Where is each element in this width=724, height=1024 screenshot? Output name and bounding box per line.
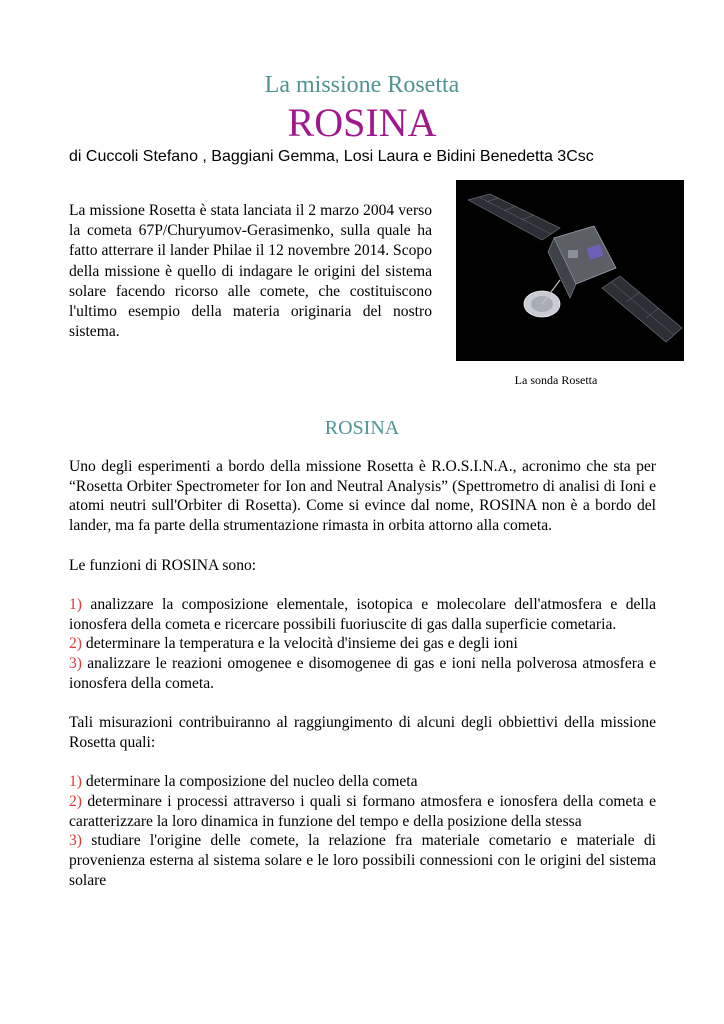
section-body	[69, 457, 656, 890]
rosina-description: Uno degli esperimenti a bordo della missione Rosetta è R.O.S.I.N.A., acronimo che sta per “Rosetta Orbiter Spectrometer for Ion and Neutral Analysis” (Spettrometro di analisi di Ioni e atomi neutri sull'Orbiter di Rosetta). Come si evince dal nome, ROSINA non è a bordo del lander, ma fa parte della strumentazione rimasta in orbita attorno alla cometa.	[69, 458, 656, 535]
image-caption: La sonda Rosetta	[514, 373, 598, 387]
list-text: studiare l'origine delle comete, la relazione fra materiale cometario e materiale di provenienza esterna al sistema solare e le loro possibili connessioni con le origini del sistema solare	[69, 832, 656, 889]
list-number: 3)	[69, 655, 82, 672]
list-item	[69, 634, 656, 654]
list-text: determinare la composizione del nucleo della cometa	[82, 773, 418, 791]
list-number: 2)	[69, 792, 82, 810]
list-item	[69, 595, 656, 634]
authors-line: di Cuccoli Stefano , Baggiani Gemma, Losi Laura e Bidini Benedetta 3Csc	[69, 148, 594, 165]
list-number: 1)	[69, 595, 82, 613]
list-number: 3)	[69, 832, 82, 850]
objectives-intro: Tali misurazioni contribuiranno al raggiungimento di alcuni degli obbiettivi della missione Rosetta quali:	[69, 714, 656, 751]
functions-intro: Le funzioni di ROSINA sono:	[69, 556, 257, 574]
list-item	[69, 654, 656, 693]
intro-paragraph: La missione Rosetta è stata lanciata il 2 marzo 2004 verso la cometa 67P/Churyumov-Gerasimenko, sulla quale ha fatto atterrare il lander Philae il 12 novembre 2014. Scopo della missione è quello di indagare le origini del sistema solare facendo ricorso alle comete, che costituiscono l'ultimo esempio della materia originaria del nostro sistema.	[69, 202, 432, 341]
list-item	[69, 772, 656, 792]
spacecraft-illustration	[456, 180, 684, 361]
page-title: ROSINA	[287, 100, 437, 145]
functions-list	[69, 595, 656, 694]
supertitle: La missione Rosetta	[264, 72, 460, 98]
list-number: 1)	[69, 773, 82, 791]
list-text: determinare i processi attraverso i quali si formano atmosfera e ionosfera della cometa e caratterizzare la loro dinamica in funzione del tempo e della posizione della stessa	[69, 792, 656, 830]
objectives-list	[69, 772, 656, 890]
list-text: analizzare la composizione elementale, isotopica e molecolare dell'atmosfera e della ionosfera della cometa e ricercare possibili fuoriuscite di gas dalla superficie cometaria.	[69, 595, 656, 633]
list-number: 2)	[69, 635, 82, 653]
list-text: determinare la temperatura e la velocità d'insieme dei gas e degli ioni	[82, 635, 518, 653]
section-title: ROSINA	[324, 417, 400, 439]
list-text: analizzare le reazioni omogenee e disomogenee di gas e ioni nella polverosa atmosfera e ionosfera della cometa.	[69, 655, 656, 692]
list-item	[69, 792, 656, 831]
rosetta-probe-image	[456, 180, 684, 361]
list-item	[69, 831, 656, 890]
